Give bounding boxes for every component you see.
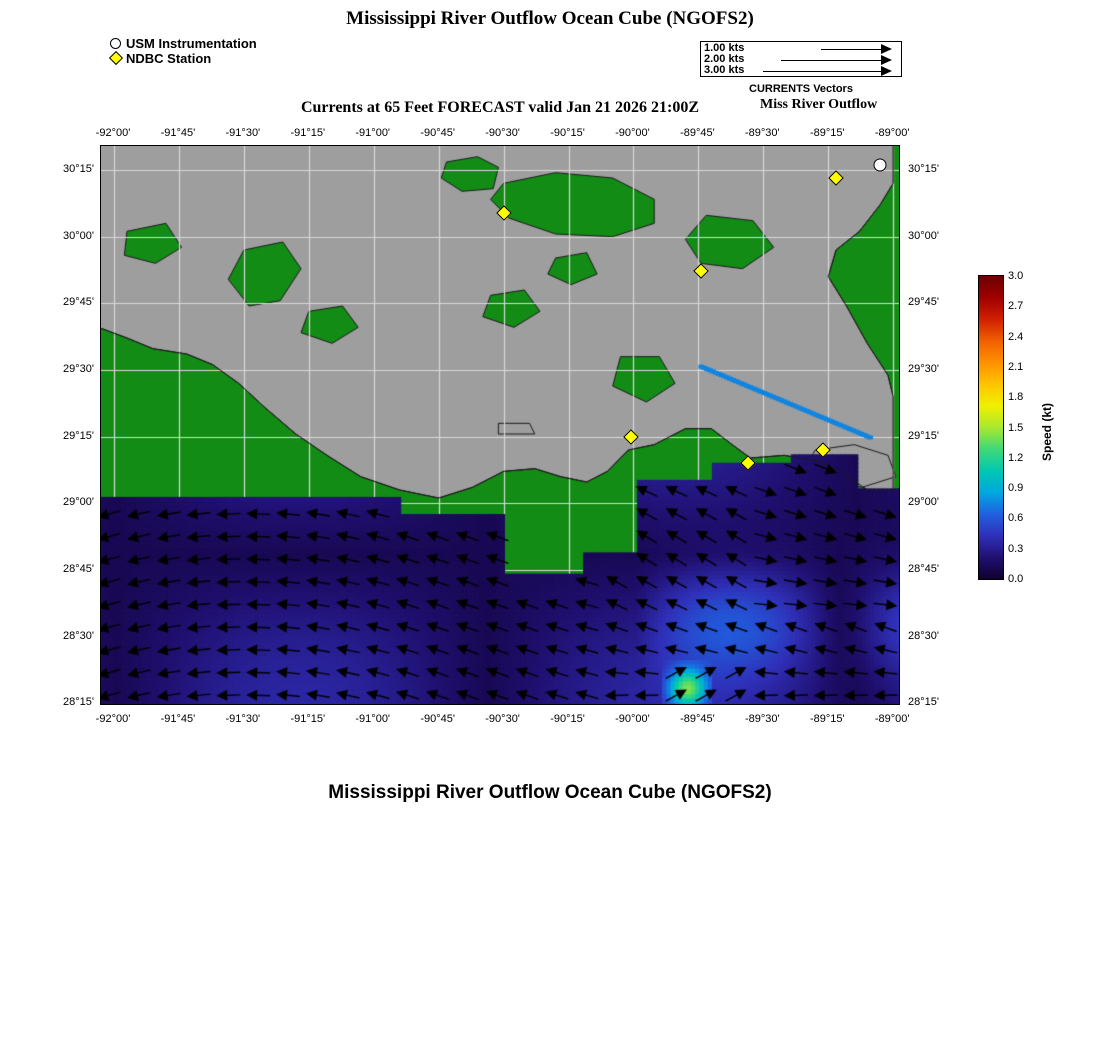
x-tick-label: -89°30'	[745, 713, 780, 725]
legend-label-ndbc: NDBC Station	[126, 51, 212, 66]
legend-item-ndbc	[108, 51, 257, 66]
vector-key-line-2	[781, 60, 881, 61]
colorbar-tick-label: 2.1	[1008, 360, 1024, 373]
map-raster	[101, 146, 900, 705]
x-tick-label: -89°15'	[809, 713, 845, 725]
colorbar-tick-label: 2.4	[1008, 330, 1024, 343]
x-tick-label: -92°00'	[95, 127, 131, 139]
x-tick-label: -89°45'	[680, 127, 715, 139]
y-tick-label: 29°30'	[63, 363, 94, 375]
colorbar-tick-label: 0.3	[1008, 542, 1024, 555]
x-tick-label: -91°15'	[290, 713, 326, 725]
colorbar-tick-label: 0.6	[1008, 512, 1024, 525]
forecast-subtitle: Currents at 65 Feet FORECAST valid Jan 21 2026 21:00Z	[300, 99, 700, 116]
usm-instrumentation-1[interactable]	[874, 158, 887, 171]
x-tick-label: -90°00'	[615, 127, 650, 139]
y-tick-label: 30°00'	[63, 229, 94, 242]
vector-key-label-1: 1.00 kts	[704, 42, 745, 54]
vector-key-row-3	[701, 65, 903, 77]
y-tick-label: 28°45'	[63, 563, 94, 575]
x-tick-label: -89°15'	[809, 127, 845, 139]
colorbar-tick-label: 1.8	[1008, 391, 1024, 404]
diamond-marker-icon	[108, 51, 126, 66]
x-tick-label: -91°00'	[355, 127, 391, 139]
vector-key-caption: CURRENTS Vectors	[749, 83, 853, 95]
y-tick-label: 28°30'	[63, 629, 94, 642]
map-legend	[108, 36, 257, 66]
x-tick-label: -90°15'	[550, 127, 585, 139]
vector-key-line-3	[763, 71, 881, 72]
y-tick-label: 28°45'	[908, 563, 939, 575]
y-tick-label: 29°00'	[908, 496, 939, 509]
vector-key-line-1	[821, 49, 881, 50]
x-tick-label: -91°45'	[160, 713, 196, 725]
y-tick-label: 30°15'	[63, 163, 94, 175]
y-tick-label: 28°30'	[908, 629, 939, 642]
y-tick-label: 29°15'	[908, 429, 939, 442]
x-tick-label: -91°45'	[160, 127, 196, 139]
x-tick-label: -90°45'	[420, 127, 455, 139]
x-tick-label: -90°45'	[420, 713, 455, 725]
map-plot-area[interactable]	[100, 145, 900, 705]
y-tick-label: 29°45'	[908, 296, 939, 309]
colorbar-tick-label: 1.5	[1008, 421, 1024, 434]
vector-key-label-3: 3.00 kts	[704, 64, 745, 76]
colorbar-tick-label: 1.2	[1008, 451, 1024, 464]
vector-scale-key	[700, 41, 902, 77]
x-tick-label: -91°00'	[355, 713, 391, 725]
y-tick-label: 28°15'	[908, 696, 939, 709]
x-tick-label: -91°15'	[290, 127, 326, 139]
y-tick-label: 29°30'	[908, 363, 939, 375]
colorbar-tick-label: 0.0	[1008, 573, 1024, 585]
colorbar-tick-label: 3.0	[1008, 270, 1024, 282]
legend-label-usm: USM Instrumentation	[126, 36, 257, 51]
x-tick-label: -89°30'	[745, 127, 780, 139]
x-tick-label: -89°45'	[680, 713, 715, 725]
colorbar-tick-label: 2.7	[1008, 300, 1024, 313]
y-tick-label: 29°00'	[63, 496, 94, 509]
y-tick-label: 29°45'	[63, 296, 94, 309]
vector-key-arrowhead-3	[881, 66, 892, 76]
y-tick-label: 30°00'	[908, 229, 939, 242]
x-tick-label: -90°30'	[485, 713, 520, 725]
colorbar-tick-label: 0.9	[1008, 482, 1024, 495]
bottom-title: Mississippi River Outflow Ocean Cube (NGOFS2)	[328, 782, 772, 803]
x-tick-label: -89°00'	[874, 127, 910, 139]
x-tick-label: -91°30'	[225, 713, 261, 725]
vector-key-arrowhead-1	[881, 44, 892, 54]
x-tick-label: -89°00'	[874, 713, 910, 725]
colorbar-title: Speed (kt)	[1040, 403, 1054, 462]
legend-item-usm	[108, 36, 257, 51]
vector-key-label-2: 2.00 kts	[704, 53, 745, 65]
page-title: Mississippi River Outflow Ocean Cube (NGOFS2)	[346, 8, 754, 29]
y-tick-label: 28°15'	[63, 696, 94, 709]
colorbar-gradient	[978, 275, 1004, 580]
y-tick-label: 29°15'	[63, 429, 94, 442]
circle-marker-icon	[108, 36, 126, 51]
vector-key-arrowhead-2	[881, 55, 892, 65]
y-tick-label: 30°15'	[908, 163, 939, 175]
x-tick-label: -92°00'	[95, 713, 131, 725]
x-tick-label: -91°30'	[225, 127, 261, 139]
x-tick-label: -90°15'	[550, 713, 585, 725]
x-tick-label: -90°00'	[615, 713, 650, 725]
corner-label: Miss River Outflow	[760, 97, 878, 112]
x-tick-label: -90°30'	[485, 127, 520, 139]
